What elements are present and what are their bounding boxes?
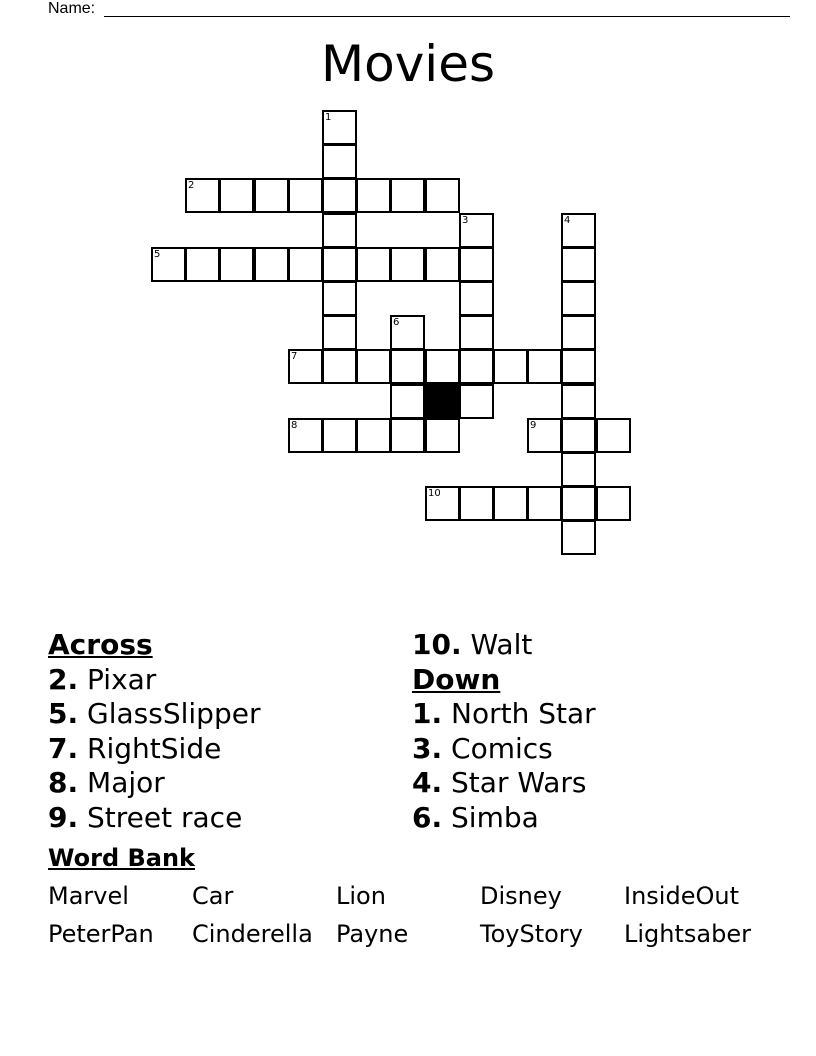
- crossword-cell[interactable]: [527, 349, 562, 384]
- crossword-cell[interactable]: [561, 349, 596, 384]
- crossword-cell[interactable]: [596, 486, 631, 521]
- clue-across-5: 5. GlassSlipper: [48, 697, 261, 730]
- crossword-cell[interactable]: [561, 281, 596, 316]
- crossword-cell[interactable]: [151, 247, 186, 282]
- clue-number: 4: [564, 215, 571, 226]
- name-label: Name:: [48, 0, 96, 17]
- clue-down-3: 3. Comics: [412, 731, 553, 765]
- word-bank-item: Lightsaber: [624, 920, 751, 948]
- crossword-cell[interactable]: [561, 213, 596, 248]
- clue-number: 7: [291, 351, 298, 362]
- crossword-cell[interactable]: [425, 178, 460, 213]
- page-title: Movies: [320, 35, 496, 93]
- crossword-cell[interactable]: [459, 247, 494, 282]
- crossword-cell[interactable]: [322, 144, 357, 179]
- name-blank: [104, 16, 790, 17]
- word-bank-item: PeterPan: [48, 920, 154, 948]
- crossword-cell[interactable]: [493, 486, 528, 521]
- clue-across-9: 9. Street race: [48, 800, 243, 834]
- clue-number: 9: [530, 420, 537, 431]
- word-bank-item: ToyStory: [480, 920, 583, 948]
- crossword-cell[interactable]: [459, 315, 494, 350]
- crossword-cell[interactable]: [459, 384, 494, 419]
- crossword-cell[interactable]: [390, 418, 425, 453]
- crossword-cell[interactable]: [288, 178, 323, 213]
- crossword-cell[interactable]: [356, 178, 391, 213]
- clue-across-2: 2. Pixar: [48, 662, 157, 696]
- clues-column-right: [412, 628, 596, 835]
- crossword-cell[interactable]: [425, 247, 460, 282]
- clue-number: 8: [291, 420, 298, 431]
- crossword-cell[interactable]: [356, 418, 391, 453]
- crossword-cell[interactable]: [322, 281, 357, 316]
- crossword-cell[interactable]: [561, 418, 596, 453]
- clue-number: 5: [154, 249, 161, 260]
- crossword-cell[interactable]: [322, 178, 357, 213]
- clue-number: 3: [462, 215, 469, 226]
- clue-down-4: 4. Star Wars: [412, 766, 587, 799]
- crossword-cell[interactable]: [322, 110, 357, 145]
- crossword-cell[interactable]: [390, 247, 425, 282]
- crossword-cell[interactable]: [527, 418, 562, 453]
- crossword-cell[interactable]: [288, 247, 323, 282]
- crossword-cell[interactable]: [561, 315, 596, 350]
- word-bank-item: InsideOut: [624, 882, 739, 910]
- clue-down-1: 1. North Star: [412, 697, 596, 730]
- crossword-cell[interactable]: [561, 486, 596, 521]
- crossword-cell[interactable]: [185, 247, 220, 282]
- crossword-cell[interactable]: [425, 349, 460, 384]
- crossword-cell[interactable]: [561, 247, 596, 282]
- crossword-cell[interactable]: [288, 349, 323, 384]
- across-heading: Across: [48, 628, 153, 661]
- crossword-cell[interactable]: [322, 247, 357, 282]
- clue-number: 10: [428, 488, 441, 499]
- crossword-cell[interactable]: [390, 384, 425, 419]
- crossword-cell[interactable]: [425, 486, 460, 521]
- crossword-cell[interactable]: [219, 247, 254, 282]
- clue-number: 1: [325, 112, 332, 123]
- crossword-cell[interactable]: [219, 178, 254, 213]
- clue-number: 2: [188, 180, 195, 191]
- crossword-cell[interactable]: [322, 315, 357, 350]
- word-bank-item: Marvel: [48, 882, 129, 910]
- crossword-cell[interactable]: [561, 520, 596, 555]
- crossword-cell[interactable]: [390, 178, 425, 213]
- crossword-cell[interactable]: [596, 418, 631, 453]
- word-bank-title: Word Bank: [48, 844, 196, 872]
- crossword-cell[interactable]: [459, 486, 494, 521]
- clue-across-10: 10. Walt: [412, 628, 533, 661]
- crossword-cell[interactable]: [254, 178, 289, 213]
- crossword-cell[interactable]: [322, 418, 357, 453]
- clue-number: 6: [393, 317, 400, 328]
- crossword-cell[interactable]: [459, 349, 494, 384]
- word-bank-item: Lion: [336, 882, 386, 910]
- crossword-cell[interactable]: [459, 281, 494, 316]
- word-bank-item: Car: [192, 882, 234, 910]
- crossword-cell[interactable]: [527, 486, 562, 521]
- clues-column-left: [48, 628, 260, 835]
- crossword-block: [425, 384, 460, 419]
- crossword-cell[interactable]: [356, 349, 391, 384]
- crossword-cell[interactable]: [390, 315, 425, 350]
- crossword-cell[interactable]: [254, 247, 289, 282]
- crossword-cell[interactable]: [322, 213, 357, 248]
- word-bank-item: Cinderella: [192, 920, 313, 948]
- clue-across-7: 7. RightSide: [48, 731, 222, 765]
- word-bank-item: Disney: [480, 882, 562, 910]
- crossword-cell[interactable]: [356, 247, 391, 282]
- crossword-cell[interactable]: [561, 384, 596, 419]
- crossword-cell[interactable]: [390, 349, 425, 384]
- clue-across-8: 8. Major: [48, 766, 165, 799]
- crossword-cell[interactable]: [185, 178, 220, 213]
- word-bank-item: Payne: [336, 920, 409, 948]
- crossword-cell[interactable]: [561, 452, 596, 487]
- crossword-cell[interactable]: [493, 349, 528, 384]
- crossword-cell[interactable]: [288, 418, 323, 453]
- down-heading: Down: [412, 662, 501, 696]
- crossword-cell[interactable]: [425, 418, 460, 453]
- crossword-cell[interactable]: [322, 349, 357, 384]
- name-line: [48, 0, 748, 18]
- crossword-cell[interactable]: [459, 213, 494, 248]
- clue-down-6: 6. Simba: [412, 800, 539, 834]
